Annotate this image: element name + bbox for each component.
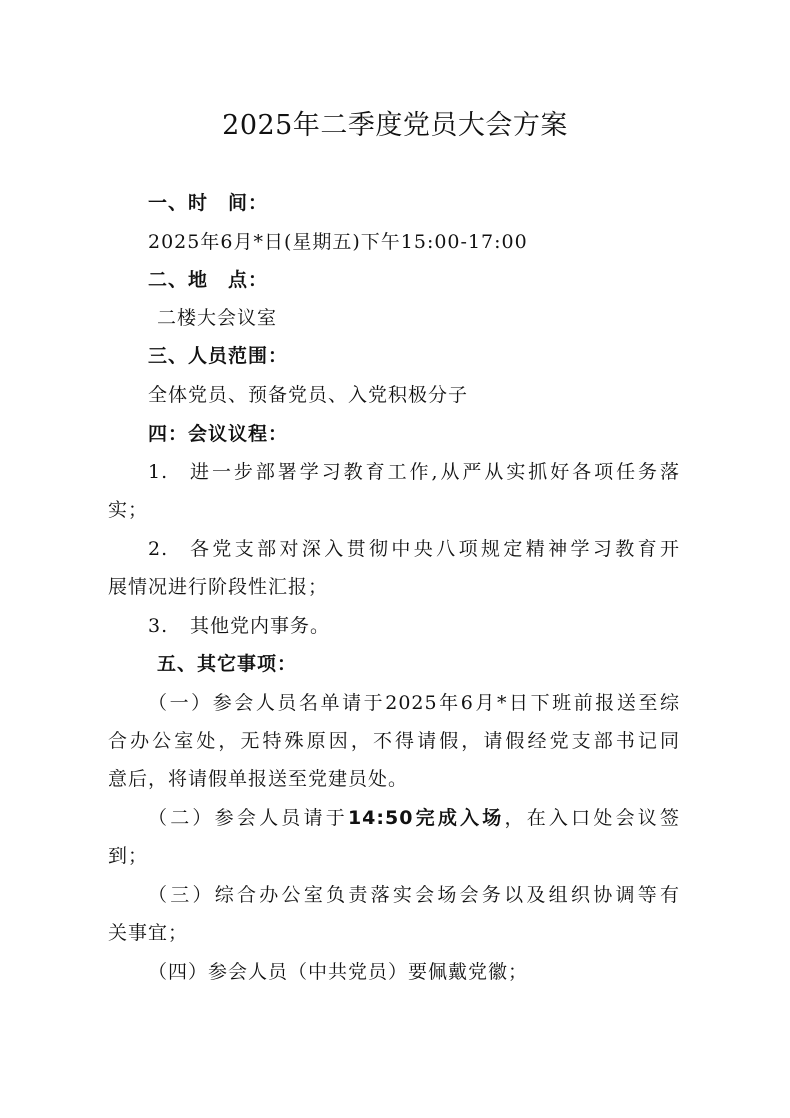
other-item-text-continued: 合办公室处，无特殊原因，不得请假，请假经党支部书记同	[108, 730, 680, 752]
agenda-item-number: 1.	[148, 461, 169, 483]
document-title: 2025年二季度党员大会方案	[222, 110, 568, 141]
section-content-time: 2025年6月*日(星期五)下午15:00-17:00	[148, 231, 528, 253]
agenda-item-number: 3.	[148, 615, 169, 637]
section-heading-time: 一、时 间：	[148, 192, 269, 214]
section-heading-agenda: 四：会议议程：	[148, 423, 289, 445]
agenda-item-text: 各党支部对深入贯彻中央八项规定精神学习教育开	[190, 538, 680, 560]
other-item-text-suffix: ，在入口处会议签	[504, 807, 680, 829]
other-item-text: （四）参会人员（中共党员）要佩戴党徽；	[148, 961, 529, 983]
agenda-item-text-continued: 展情况进行阶段性汇报；	[108, 576, 329, 598]
other-item-text-continued: 意后，将请假单报送至党建员处。	[108, 768, 409, 790]
agenda-item-text: 进一步部署学习教育工作,从严从实抓好各项任务落	[190, 461, 680, 483]
entry-time-emphasis: 14:50完成入场	[347, 807, 505, 829]
other-item-text	[148, 799, 680, 837]
section-content-attendees: 全体党员、预备党员、入党积极分子	[148, 384, 469, 406]
other-item-text: （一）参会人员名单请于2025年6月*日下班前报送至综	[148, 692, 680, 714]
section-heading-attendees: 三、人员范围：	[148, 345, 289, 367]
section-heading-other: 五、其它事项：	[157, 653, 298, 675]
agenda-item-number: 2.	[148, 538, 169, 560]
other-item-text-prefix: （二）参会人员请于	[148, 807, 348, 829]
other-item-text: （三）综合办公室负责落实会场会务以及组织协调等有	[148, 884, 680, 906]
other-item-text-continued: 关事宜；	[108, 922, 189, 944]
agenda-item-text: 其他党内事务。	[190, 615, 331, 637]
agenda-item-text-continued: 实；	[108, 499, 149, 521]
section-heading-place: 二、地 点：	[148, 269, 269, 291]
other-item-text-continued: 到；	[108, 845, 149, 867]
section-content-place: 二楼大会议室	[157, 307, 278, 329]
